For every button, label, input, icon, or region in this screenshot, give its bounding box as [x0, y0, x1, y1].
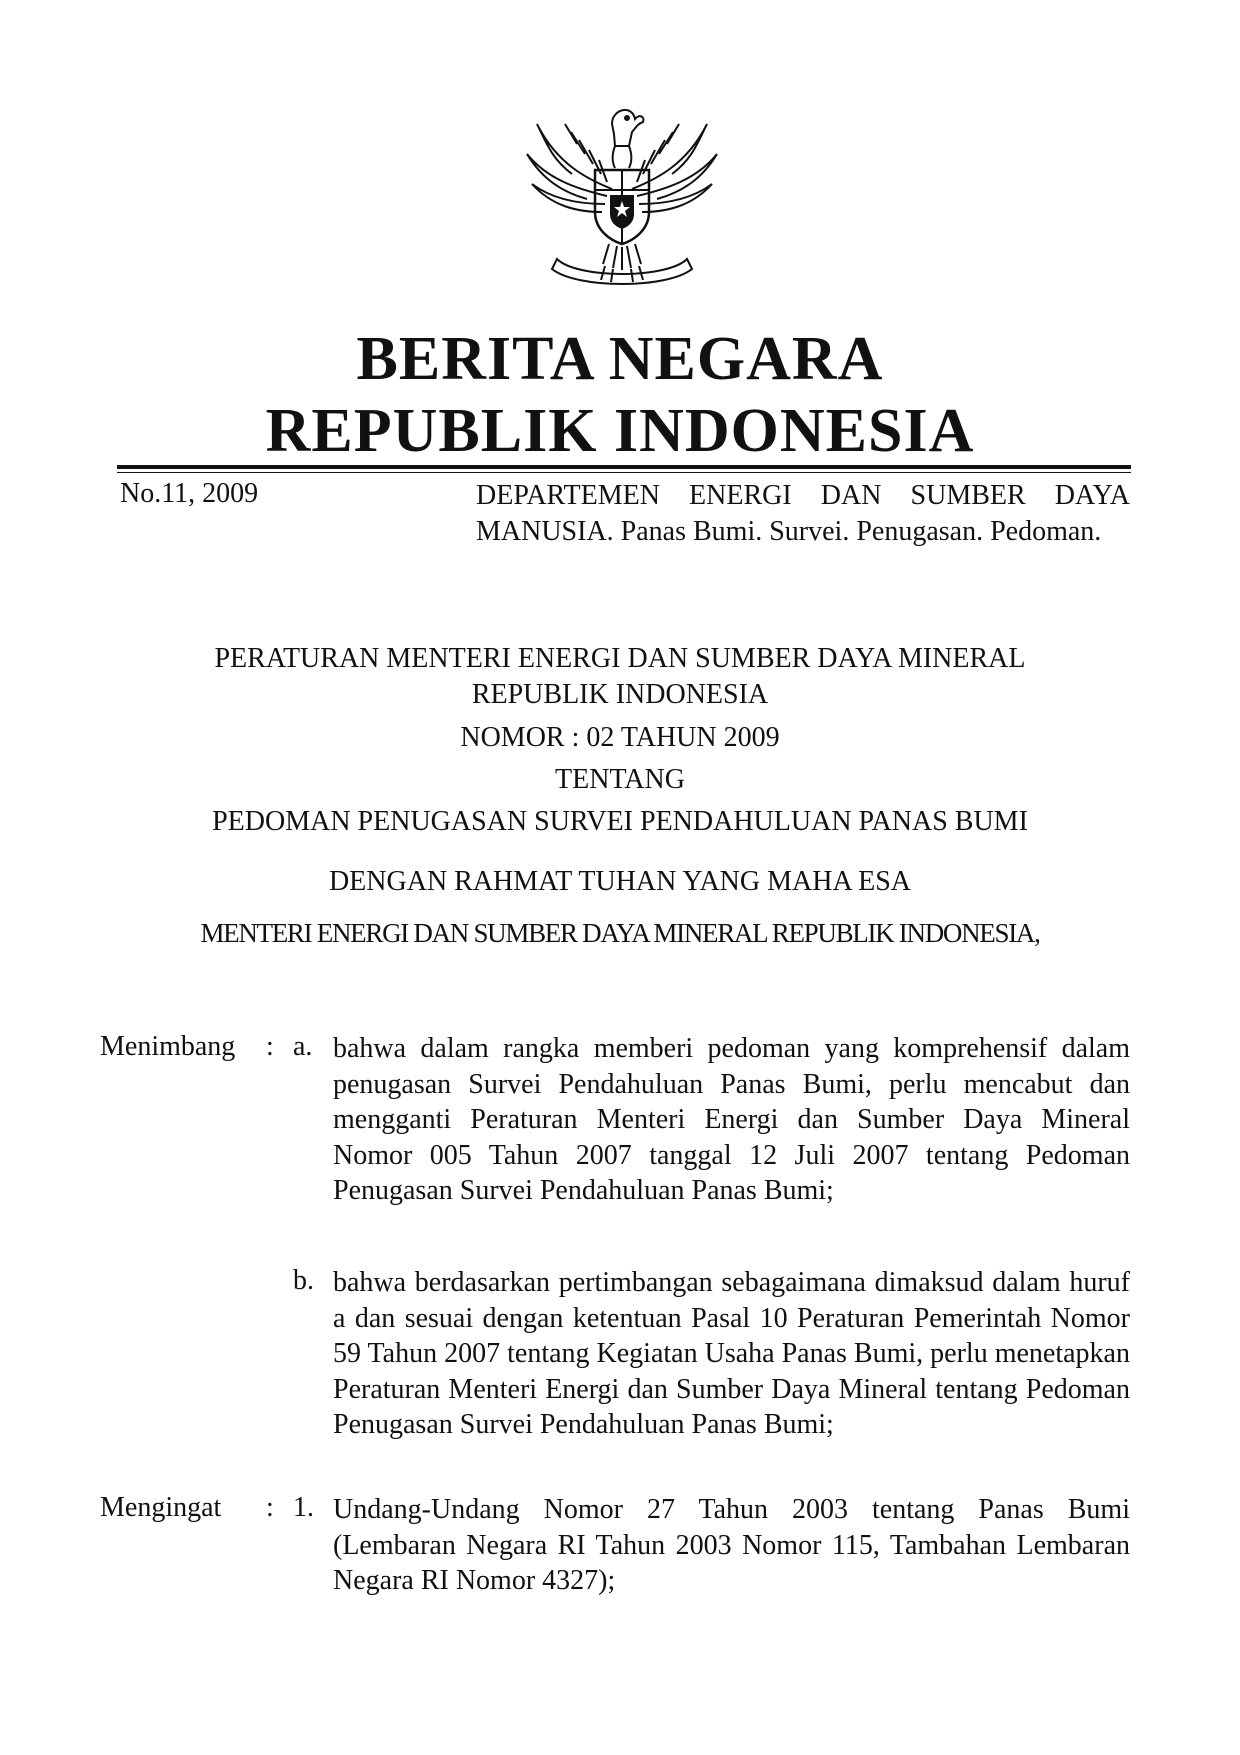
header-rule-thick [117, 465, 1131, 469]
regulation-title-line2: REPUBLIK INDONESIA [471, 679, 769, 710]
header-rule-thin [117, 472, 1131, 473]
menimbang-item-key: b. [293, 1265, 314, 1296]
gazette-title-line2: REPUBLIK INDONESIA [265, 397, 975, 465]
issue-number: No.11, 2009 [120, 478, 259, 509]
menimbang-colon: : [266, 1031, 274, 1062]
menimbang-item-text: bahwa berdasarkan pertimbangan sebagaimana dimaksud dalam huruf a dan sesuai dengan ketentuan Pasal 10 Peraturan Pemerintah Nomor 59 Tahun 2007 tentang Kegiatan Usaha Panas Bumi, perlu menetapkan Peraturan Menteri Energi dan Sumber Daya Mineral tentang Pedoman Penugasan Survei Pendahuluan Panas Bumi; [333, 1267, 1130, 1440]
gazette-title-line1: BERITA NEGARA [356, 325, 884, 393]
minister-line: MENTERI ENERGI DAN SUMBER DAYA MINERAL REPUBLIK INDONESIA, [200, 918, 1040, 948]
menimbang-item-key: a. [293, 1031, 313, 1062]
regulation-title-line1: PERATURAN MENTERI ENERGI DAN SUMBER DAYA MINERAL [214, 643, 1026, 674]
issue-description: DEPARTEMEN ENERGI DAN SUMBER DAYA MANUSIA. Panas Bumi. Survei. Penugasan. Pedoman. [476, 480, 1130, 547]
regulation-number: NOMOR : 02 TAHUN 2009 [460, 722, 780, 753]
blessing-line: DENGAN RAHMAT TUHAN YANG MAHA ESA [328, 866, 912, 897]
menimbang-label: Menimbang [100, 1031, 236, 1062]
regulation-about: TENTANG [555, 764, 685, 795]
garuda-emblem [517, 84, 727, 304]
mengingat-item-text: Undang-Undang Nomor 27 Tahun 2003 tentang Panas Bumi (Lembaran Negara RI Tahun 2003 Nomor 115, Tambahan Lembaran Negara RI Nomor 4327); [333, 1494, 1130, 1596]
regulation-subject: PEDOMAN PENUGASAN SURVEI PENDAHULUAN PANAS BUMI [212, 806, 1028, 837]
menimbang-item-text: bahwa dalam rangka memberi pedoman yang komprehensif dalam penugasan Survei Pendahuluan Panas Bumi, perlu mencabut dan mengganti Peraturan Menteri Energi dan Sumber Daya Mineral Nomor 005 Tahun 2007 tanggal 12 Juli 2007 tentang Pedoman Penugasan Survei Pendahuluan Panas Bumi; [333, 1033, 1130, 1206]
mengingat-item-key: 1. [293, 1492, 314, 1523]
mengingat-colon: : [266, 1492, 274, 1523]
mengingat-label: Mengingat [100, 1492, 222, 1523]
